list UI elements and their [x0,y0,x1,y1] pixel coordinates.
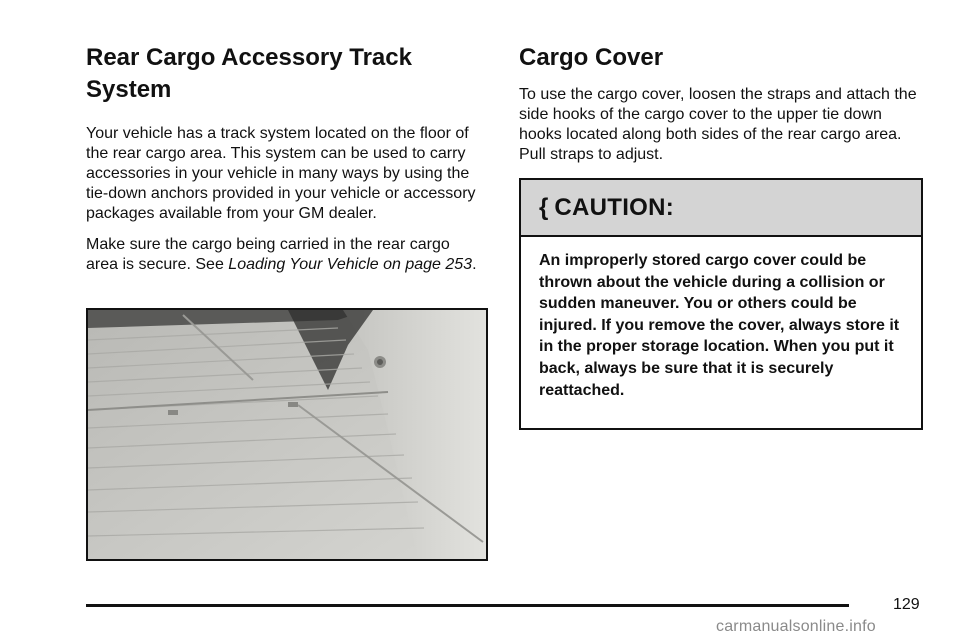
left-column [86,42,486,275]
cargo-secure-end: . [472,256,477,273]
caution-icon: { [539,193,549,221]
caution-text: An improperly stored cargo cover could be thrown about the vehicle during a collision or sudden maneuver. You or others could be injured. If you remove the cover, always store it in the proper storage location. When you put it back, always be sure that it is securely reattached. [539,252,900,399]
section-heading-track-system: Rear Cargo Accessory Track System [86,44,412,103]
caution-title: CAUTION: [554,193,675,221]
caution-box [519,178,923,430]
watermark: carmanualsonline.info [716,618,876,635]
page-number: 129 [893,596,920,613]
cargo-cover-paragraph: To use the cargo cover, loosen the straps and attach the side hooks of the cargo cover to the upper tie down hooks located along both sides of the rear cargo area. Pull straps to adjust. [519,86,917,163]
section-heading-cargo-cover: Cargo Cover [519,44,664,71]
loading-vehicle-reference-link[interactable]: Loading Your Vehicle on page 253 [228,256,473,273]
cargo-secure-text: Make sure the cargo being carried in the rear cargo area is secure. See [86,236,450,273]
footer-rule [86,604,849,607]
cargo-secure-paragraph [86,235,486,275]
caution-header [521,180,921,237]
right-column [519,42,924,165]
track-system-paragraph: Your vehicle has a track system located on the floor of the rear cargo area. This system can be used to carry accessories in your vehicle in many ways by using the tie-down anchors provided in your vehicle or accessory packages available from your GM dealer. [86,125,476,222]
cargo-floor-illustration [88,310,486,559]
cargo-floor-photo [86,308,488,561]
